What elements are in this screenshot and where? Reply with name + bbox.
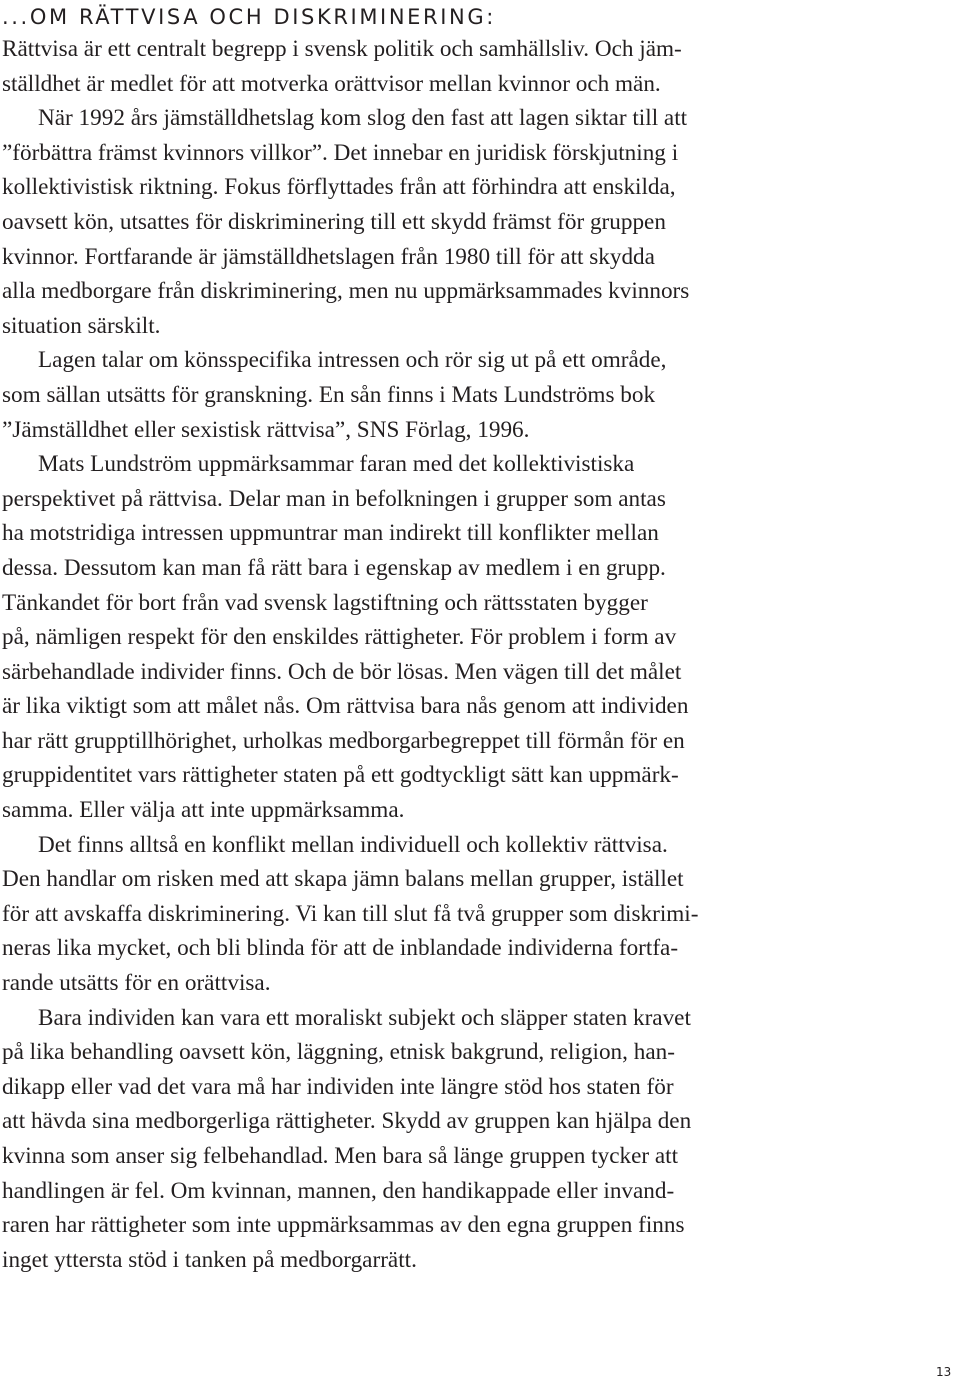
section-heading: ...OM RÄTTVISA OCH DISKRIMINERING: bbox=[2, 5, 496, 29]
text-line: Tänkandet för bort från vad svensk lagstiftning och rättsstaten bygger bbox=[2, 589, 648, 616]
text-line: särbehandlade individer finns. Och de bör lösas. Men vägen till det målet bbox=[2, 658, 682, 685]
text-line: dikapp eller vad det vara må har individen inte längre stöd hos staten för bbox=[2, 1073, 674, 1100]
text-line: på, nämligen respekt för den enskildes rättigheter. För problem i form av bbox=[2, 624, 677, 651]
paragraph-1 bbox=[2, 32, 942, 101]
text-line: Rättvisa är ett centralt begrepp i svensk politik och samhällsliv. Och jäm- bbox=[2, 36, 682, 62]
text-line: oavsett kön, utsattes för diskriminering till ett skydd främst för gruppen bbox=[2, 208, 666, 235]
text-line: på lika behandling oavsett kön, läggning, etnisk bakgrund, religion, han- bbox=[2, 1039, 675, 1066]
text-line: kollektivistisk riktning. Fokus förflyttades från att förhindra att enskilda, bbox=[2, 174, 676, 201]
text-line: raren har rättigheter som inte uppmärksammas av den egna gruppen finns bbox=[2, 1212, 685, 1239]
text-line: inget yttersta stöd i tanken på medborgarrätt. bbox=[2, 1246, 417, 1273]
paragraph-4 bbox=[2, 447, 942, 828]
text-line: situation särskilt. bbox=[2, 312, 161, 339]
text-line: ställdhet är medlet för att motverka orättvisor mellan kvinnor och män. bbox=[2, 70, 661, 97]
paragraph-3 bbox=[2, 343, 942, 447]
paragraph-5 bbox=[2, 828, 942, 1001]
paragraph-2 bbox=[2, 101, 942, 343]
text-line: samma. Eller välja att inte uppmärksamma. bbox=[2, 797, 405, 824]
page-number: 13 bbox=[936, 1365, 952, 1379]
text-line: har rätt grupptillhörighet, urholkas medborgarbegreppet till förmån för en bbox=[2, 727, 685, 754]
text-line: perspektivet på rättvisa. Delar man in befolkningen i grupper som antas bbox=[2, 485, 666, 512]
body-text bbox=[2, 32, 942, 1277]
text-line: ha motstridiga intressen uppmuntrar man indirekt till konflikter mellan bbox=[2, 520, 659, 547]
text-line: rande utsätts för en orättvisa. bbox=[2, 970, 271, 997]
text-line: för att avskaffa diskriminering. Vi kan till slut få två grupper som diskrimi- bbox=[2, 900, 699, 927]
text-line: ”förbättra främst kvinnors villkor”. Det innebar en juridisk förskjutning i bbox=[2, 139, 679, 166]
text-line: Det finns alltså en konflikt mellan individuell och kollektiv rättvisa. bbox=[38, 831, 668, 858]
text-line: att hävda sina medborgerliga rättigheter. Skydd av gruppen kan hjälpa den bbox=[2, 1108, 692, 1135]
text-line: är lika viktigt som att målet nås. Om rättvisa bara nås genom att individen bbox=[2, 693, 689, 720]
text-line: kvinnor. Fortfarande är jämställdhetslagen från 1980 till för att skydda bbox=[2, 243, 655, 270]
text-line: Mats Lundström uppmärksammar faran med det kollektivistiska bbox=[38, 451, 635, 478]
text-line: gruppidentitet vars rättigheter staten på ett godtyckligt sätt kan uppmärk- bbox=[2, 762, 679, 789]
text-line: som sällan utsätts för granskning. En sån finns i Mats Lundströms bok bbox=[2, 381, 656, 408]
text-line: neras lika mycket, och bli blinda för att de inblandade individerna fortfa- bbox=[2, 935, 679, 962]
text-line: ”Jämställdhet eller sexistisk rättvisa”, SNS Förlag, 1996. bbox=[2, 416, 530, 443]
text-line: Bara individen kan vara ett moraliskt subjekt och släpper staten kravet bbox=[38, 1004, 691, 1031]
text-line: När 1992 års jämställdhetslag kom slog den fast att lagen siktar till att bbox=[38, 105, 688, 132]
text-line: Den handlar om risken med att skapa jämn balans mellan grupper, istället bbox=[2, 866, 684, 893]
text-line: handlingen är fel. Om kvinnan, mannen, den handikappade eller invand- bbox=[2, 1177, 675, 1204]
paragraph-6 bbox=[2, 1001, 942, 1278]
text-line: alla medborgare från diskriminering, men nu uppmärksammades kvinnors bbox=[2, 278, 690, 305]
text-line: dessa. Dessutom kan man få rätt bara i egenskap av medlem i en grupp. bbox=[2, 554, 666, 581]
text-line: kvinna som anser sig felbehandlad. Men bara så länge gruppen tycker att bbox=[2, 1143, 679, 1169]
text-line: Lagen talar om könsspecifika intressen och rör sig ut på ett område, bbox=[38, 347, 667, 374]
